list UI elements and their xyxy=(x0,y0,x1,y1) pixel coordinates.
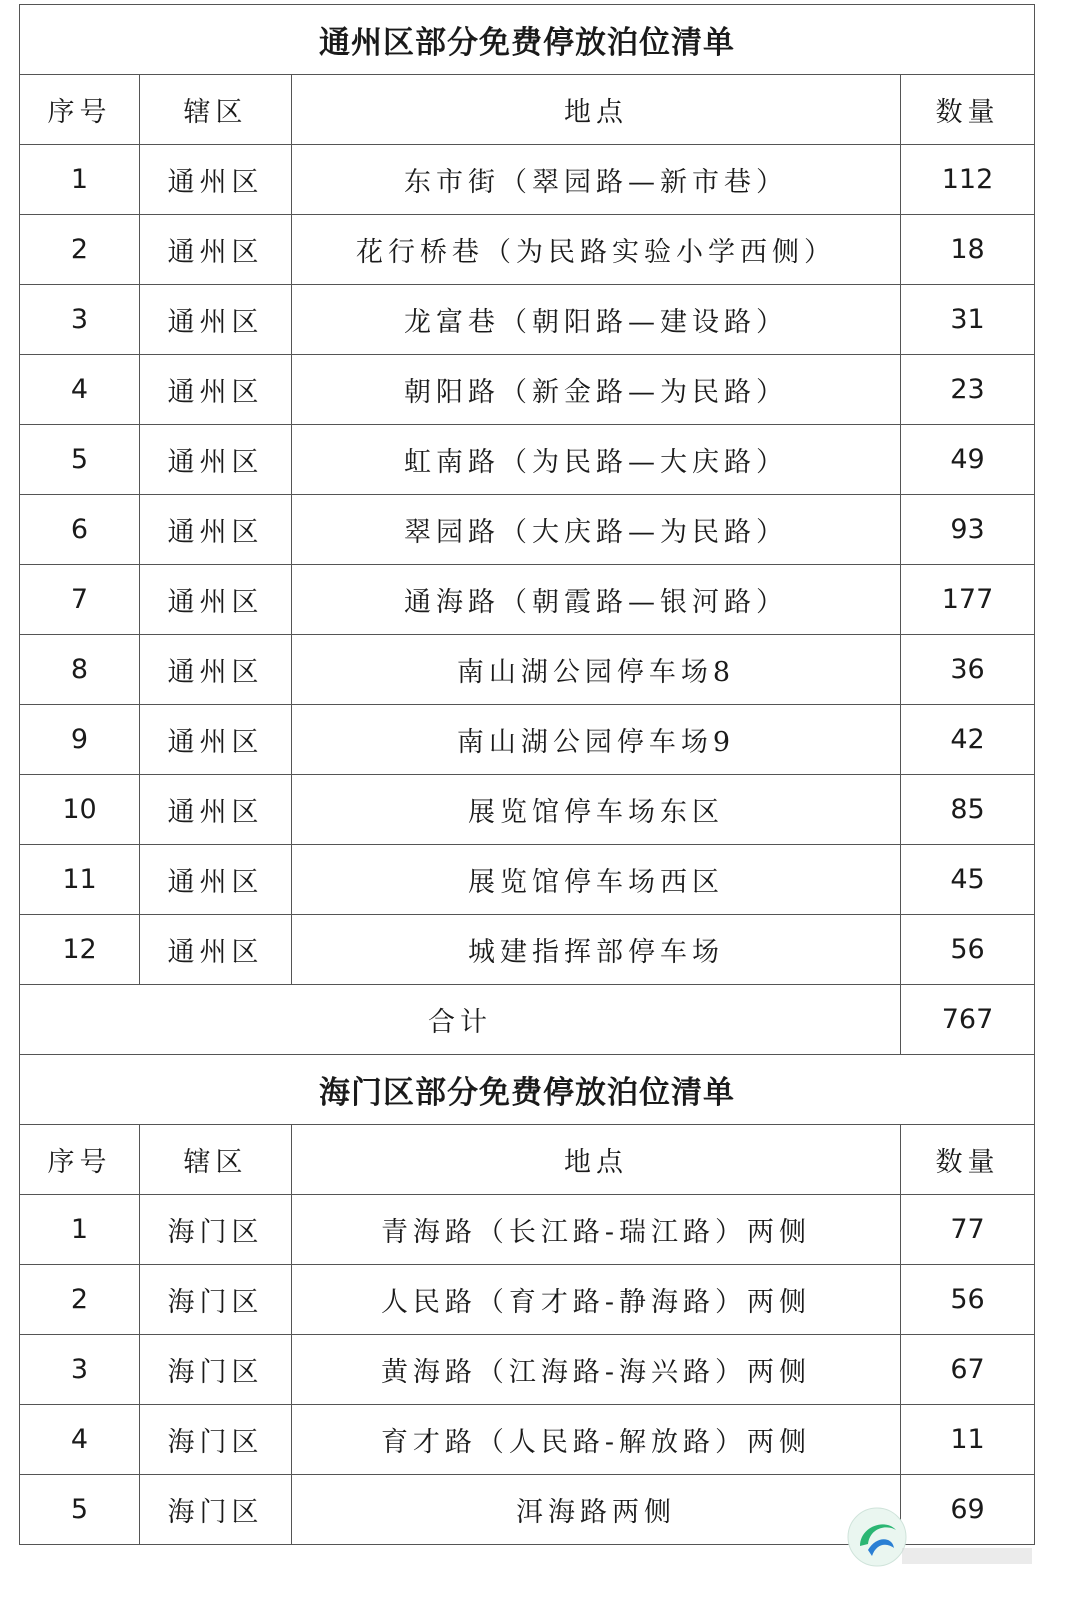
header-district: 辖区 xyxy=(140,1125,292,1195)
row-district: 通州区 xyxy=(140,915,292,985)
row-count: 69 xyxy=(901,1475,1035,1545)
watermark-text-strip xyxy=(902,1548,1032,1564)
haimen-header-row xyxy=(20,1125,1035,1195)
row-location: 通海路（朝霞路—银河路） xyxy=(292,565,901,635)
row-index: 5 xyxy=(20,425,140,495)
row-location: 南山湖公园停车场8 xyxy=(292,635,901,705)
row-location: 翠园路（大庆路—为民路） xyxy=(292,495,901,565)
row-district: 通州区 xyxy=(140,775,292,845)
row-count: 23 xyxy=(901,355,1035,425)
row-location: 展览馆停车场东区 xyxy=(292,775,901,845)
row-index: 1 xyxy=(20,145,140,215)
row-count: 93 xyxy=(901,495,1035,565)
row-index: 11 xyxy=(20,845,140,915)
tongzhou-table-row xyxy=(20,355,1035,425)
tongzhou-total-row xyxy=(20,985,1035,1055)
tongzhou-table-row xyxy=(20,775,1035,845)
row-count: 11 xyxy=(901,1405,1035,1475)
row-district: 通州区 xyxy=(140,495,292,565)
row-count: 112 xyxy=(901,145,1035,215)
header-location: 地点 xyxy=(292,1125,901,1195)
header-index: 序号 xyxy=(20,75,140,145)
row-location: 黄海路（江海路-海兴路）两侧 xyxy=(292,1335,901,1405)
row-index: 1 xyxy=(20,1195,140,1265)
row-index: 7 xyxy=(20,565,140,635)
header-index: 序号 xyxy=(20,1125,140,1195)
row-district: 通州区 xyxy=(140,635,292,705)
row-index: 12 xyxy=(20,915,140,985)
row-location: 城建指挥部停车场 xyxy=(292,915,901,985)
header-count: 数量 xyxy=(901,75,1035,145)
tongzhou-table-row xyxy=(20,215,1035,285)
row-index: 6 xyxy=(20,495,140,565)
row-location: 东市街（翠园路—新市巷） xyxy=(292,145,901,215)
row-location: 育才路（人民路-解放路）两侧 xyxy=(292,1405,901,1475)
row-district: 通州区 xyxy=(140,215,292,285)
row-index: 3 xyxy=(20,1335,140,1405)
tongzhou-title-row xyxy=(20,5,1035,75)
row-index: 9 xyxy=(20,705,140,775)
tongzhou-table-row xyxy=(20,705,1035,775)
haimen-table-row xyxy=(20,1405,1035,1475)
row-index: 10 xyxy=(20,775,140,845)
row-district: 海门区 xyxy=(140,1405,292,1475)
row-district: 通州区 xyxy=(140,565,292,635)
total-value: 767 xyxy=(901,985,1035,1055)
row-location: 朝阳路（新金路—为民路） xyxy=(292,355,901,425)
row-count: 85 xyxy=(901,775,1035,845)
header-count: 数量 xyxy=(901,1125,1035,1195)
parking-table xyxy=(19,4,1035,1545)
row-district: 通州区 xyxy=(140,145,292,215)
haimen-table-row xyxy=(20,1195,1035,1265)
row-district: 通州区 xyxy=(140,705,292,775)
tongzhou-table-row xyxy=(20,285,1035,355)
row-district: 通州区 xyxy=(140,355,292,425)
total-label: 合计 xyxy=(20,985,901,1055)
row-district: 海门区 xyxy=(140,1195,292,1265)
row-district: 海门区 xyxy=(140,1335,292,1405)
haimen-title-row xyxy=(20,1055,1035,1125)
tongzhou-title: 通州区部分免费停放泊位清单 xyxy=(20,5,1035,75)
row-location: 南山湖公园停车场9 xyxy=(292,705,901,775)
row-index: 5 xyxy=(20,1475,140,1545)
tongzhou-table-row xyxy=(20,425,1035,495)
row-index: 2 xyxy=(20,215,140,285)
row-district: 海门区 xyxy=(140,1265,292,1335)
haimen-table-row xyxy=(20,1265,1035,1335)
row-location: 展览馆停车场西区 xyxy=(292,845,901,915)
row-count: 77 xyxy=(901,1195,1035,1265)
row-count: 31 xyxy=(901,285,1035,355)
swirl-logo-icon xyxy=(846,1506,908,1568)
haimen-title: 海门区部分免费停放泊位清单 xyxy=(20,1055,1035,1125)
row-location: 人民路（育才路-静海路）两侧 xyxy=(292,1265,901,1335)
header-location: 地点 xyxy=(292,75,901,145)
row-index: 2 xyxy=(20,1265,140,1335)
tongzhou-table-row xyxy=(20,145,1035,215)
tongzhou-table-row xyxy=(20,845,1035,915)
row-count: 45 xyxy=(901,845,1035,915)
tongzhou-table-row xyxy=(20,495,1035,565)
row-location: 花行桥巷（为民路实验小学西侧） xyxy=(292,215,901,285)
row-location: 洱海路两侧 xyxy=(292,1475,901,1545)
row-count: 67 xyxy=(901,1335,1035,1405)
row-count: 18 xyxy=(901,215,1035,285)
row-district: 通州区 xyxy=(140,845,292,915)
row-district: 通州区 xyxy=(140,285,292,355)
row-index: 8 xyxy=(20,635,140,705)
row-index: 3 xyxy=(20,285,140,355)
tongzhou-table-row xyxy=(20,915,1035,985)
tongzhou-header-row xyxy=(20,75,1035,145)
row-count: 36 xyxy=(901,635,1035,705)
header-district: 辖区 xyxy=(140,75,292,145)
row-count: 177 xyxy=(901,565,1035,635)
row-index: 4 xyxy=(20,355,140,425)
row-count: 56 xyxy=(901,915,1035,985)
row-count: 42 xyxy=(901,705,1035,775)
tongzhou-table-row xyxy=(20,635,1035,705)
haimen-table-row xyxy=(20,1335,1035,1405)
row-district: 通州区 xyxy=(140,425,292,495)
tongzhou-table-row xyxy=(20,565,1035,635)
row-count: 56 xyxy=(901,1265,1035,1335)
row-location: 龙富巷（朝阳路—建设路） xyxy=(292,285,901,355)
row-location: 虹南路（为民路—大庆路） xyxy=(292,425,901,495)
row-count: 49 xyxy=(901,425,1035,495)
row-location: 青海路（长江路-瑞江路）两侧 xyxy=(292,1195,901,1265)
row-district: 海门区 xyxy=(140,1475,292,1545)
row-index: 4 xyxy=(20,1405,140,1475)
